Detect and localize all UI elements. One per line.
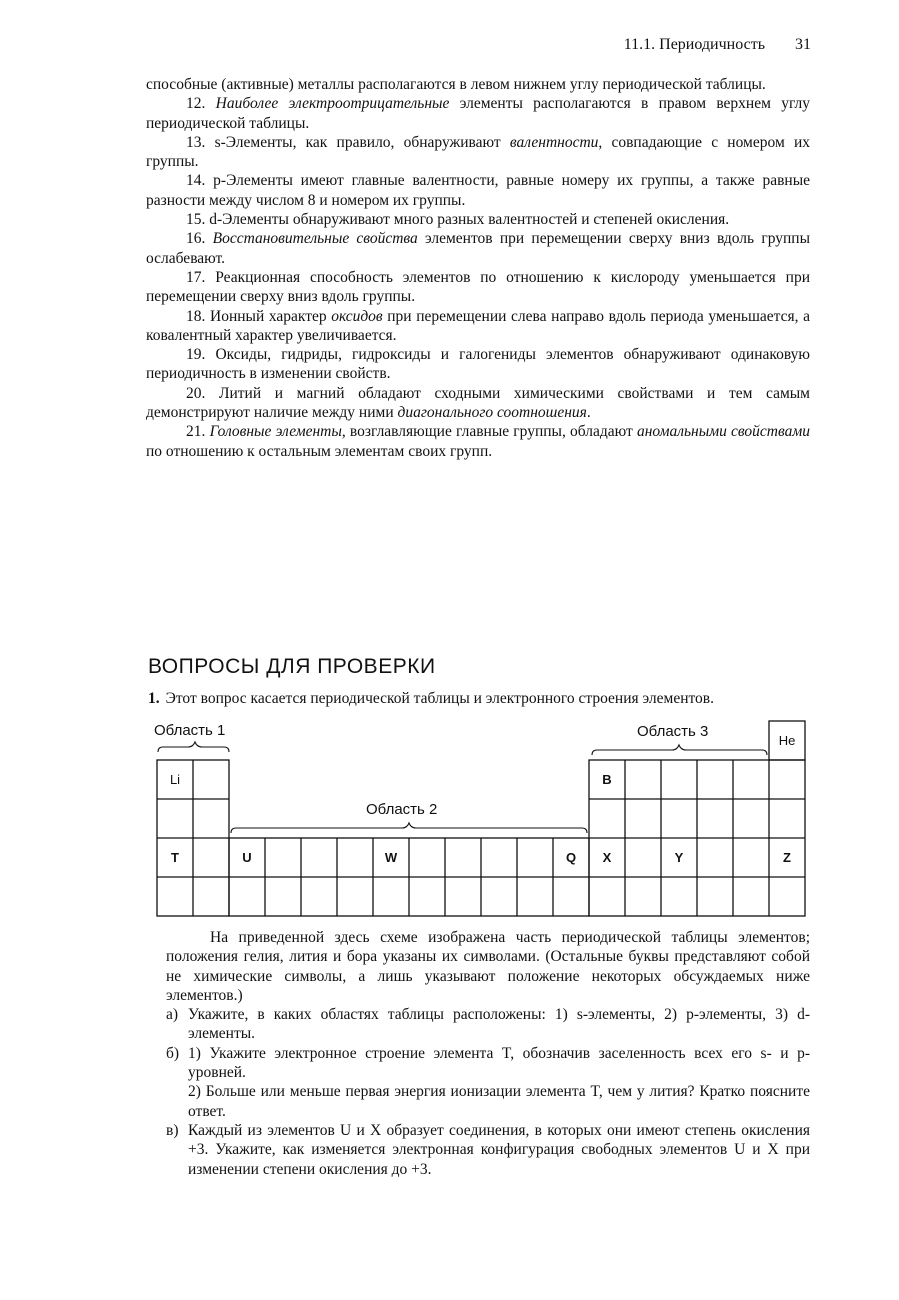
- question-text: Этот вопрос касается периодической таблицы и электронного строения элементов.: [165, 690, 715, 707]
- cell-t: T: [171, 850, 179, 865]
- subquestion-a-text: Укажите, в каких областях таблицы расположены: 1) s-элементы, 2) p-элементы, 3) d-элементы.: [188, 1006, 810, 1043]
- subquestion-b-label: б): [166, 1044, 180, 1062]
- region-2-brace: [231, 823, 587, 833]
- cell-x: X: [602, 850, 612, 865]
- paragraph-20: 20. Литий и магний обладают сходными химическими свойствами и тем самым демонстрируют наличие между ними диагонального соотношения.: [146, 384, 810, 422]
- diagram-explanation: На приведенной здесь схеме изображена часть периодической таблицы элементов; положения гелия, лития и бора указаны их символами. (Остальные буквы представляют собой не химические символы, а лишь указывают положение некоторых обсуждаемых ниже элементов.): [166, 929, 810, 1004]
- page-number: 31: [795, 36, 811, 53]
- cell-he: He: [778, 733, 796, 748]
- subquestion-a: [166, 1005, 810, 1044]
- region-3-brace: [592, 745, 767, 755]
- paragraph-17: 17. Реакционная способность элементов по отношению к кислороду уменьшается при перемещении сверху вниз вдоль группы.: [146, 268, 810, 306]
- paragraph-16: 16. Восстановительные свойства элементов при перемещении сверху вниз вдоль группы ослабевают.: [146, 230, 810, 267]
- paragraph-13: 13. s-Элементы, как правило, обнаруживают валентности, совпадающие с номером их группы.: [146, 133, 810, 171]
- paragraph-continuation: способные (активные) металлы располагаются в левом нижнем углу периодической таблицы.: [146, 76, 766, 93]
- cell-y: Y: [674, 850, 684, 865]
- subquestion-c-label: в): [166, 1121, 179, 1139]
- cell-q: Q: [565, 850, 577, 865]
- cell-li: Li: [169, 772, 181, 787]
- paragraph-14: 14. p-Элементы имеют главные валентности, равные номеру их группы, а также равные разности между числом 8 и номером их группы.: [146, 172, 810, 209]
- subquestion-b: [166, 1044, 810, 1083]
- region-1-brace: [158, 742, 229, 752]
- question-1-body: [166, 928, 810, 1179]
- subquestion-b-text-1: 1) Укажите электронное строение элемента T, обозначив заселенность всех его s- и p-уровней.: [188, 1044, 810, 1082]
- paragraph-19: 19. Оксиды, гидриды, гидроксиды и галогениды элементов обнаруживают одинаковую периодичность в изменении свойств.: [146, 346, 810, 383]
- subquestion-a-label: а): [166, 1006, 179, 1024]
- header-section-title: 11.1. Периодичность: [623, 36, 765, 53]
- cell-z: Z: [783, 850, 791, 865]
- region-1-label: Область 1: [154, 722, 226, 739]
- paragraph-15: 15. d-Элементы обнаруживают много разных валентностей и степеней окисления.: [186, 211, 730, 229]
- cell-b: B: [602, 772, 612, 787]
- subquestion-b-text-2: 2) Больше или меньше первая энергия ионизации элемента T, чем у лития? Кратко поясните ответ.: [188, 1083, 810, 1120]
- cell-u: U: [242, 850, 252, 865]
- region-2-label: Область 2: [366, 801, 438, 818]
- paragraph-12: 12. Наиболее электроотрицательные элементы располагаются в правом верхнем углу периодической таблицы.: [146, 95, 811, 132]
- paragraph-18: 18. Ионный характер оксидов при перемещении слева направо вдоль периода уменьшается, а ковалентный характер увеличивается.: [146, 307, 810, 344]
- region-3-label: Область 3: [637, 723, 709, 740]
- section-title: ВОПРОСЫ ДЛЯ ПРОВЕРКИ: [148, 655, 436, 678]
- subquestion-c: [166, 1121, 810, 1179]
- subquestion-c-text: Каждый из элементов U и X образует соединения, в которых они имеют степень окисления +3. Укажите, как изменяется электронная конфигурация свободных элементов U и X при изменении степени окисления до +3.: [188, 1121, 810, 1178]
- paragraph-21: 21. Головные элементы, возглавляющие главные группы, обладают аномальными свойствами по отношению к остальным элементам своих групп.: [146, 423, 811, 460]
- question-number: 1.: [148, 690, 160, 707]
- cell-w: W: [384, 850, 398, 865]
